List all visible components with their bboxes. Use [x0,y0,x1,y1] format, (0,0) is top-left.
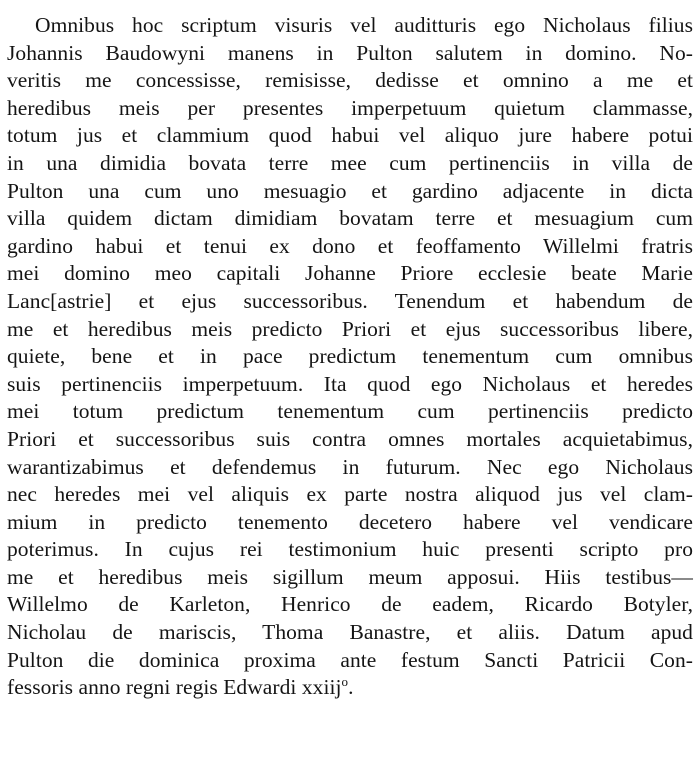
text-line-25 [7,674,693,702]
text-line-9: gardino habui et tenui ex dono et feoffamento Willelmi fratris [7,233,693,258]
text-line-4: heredibus meis per presentes imperpetuum quietum clammasse, [7,95,693,120]
text-line-16: Priori et successoribus suis contra omnes mortales acquietabimus, [7,426,693,451]
text-line-15: mei totum predictum tenementum cum pertinenciis predicto [7,399,693,424]
text-line-22: Willelmo de Karleton, Henrico de eadem, Ricardo Botyler, [7,592,693,617]
text-line-8: villa quidem dictam dimidiam bovatam terre et mesuagium cum [7,206,693,231]
text-line-18: nec heredes mei vel aliquis ex parte nostra aliquod jus vel clam- [7,482,693,507]
text-line-21: me et heredibus meis sigillum meum apposui. Hiis testibus— [7,564,693,589]
text-line-20: poterimus. In cujus rei testimonium huic presenti scripto pro [7,537,693,562]
text-line-14: suis pertinenciis imperpetuum. Ita quod ego Nicholaus et heredes [7,371,693,396]
text-line-24: Pulton die dominica proxima ante festum Sancti Patricii Con- [7,647,693,672]
text-line-10: mei domino meo capitali Johanne Priore ecclesie beate Marie [7,261,693,286]
text-line-11: Lanc[astrie] et ejus successoribus. Tenendum et habendum de [7,288,693,313]
text-line-3: veritis me concessisse, remisisse, dedisse et omnino a me et [7,68,693,93]
text-line-17: warantizabimus et defendemus in futurum. Nec ego Nicholaus [7,454,693,479]
text-line-25-body: fessoris anno regni regis Edwardi xxiij [7,675,342,700]
text-line-1: Omnibus hoc scriptum visuris vel auditturis ego Nicholaus filius [35,13,693,37]
text-line-6: in una dimidia bovata terre mee cum pertinenciis in villa de [7,150,693,175]
text-line-23: Nicholau de mariscis, Thoma Banastre, et aliis. Datum apud [7,620,693,645]
charter-text [7,12,693,702]
text-line-5: totum jus et clammium quod habui vel aliquo jure habere potui [7,123,693,148]
text-line-7: Pulton una cum uno mesuagio et gardino adjacente in dicta [7,178,693,203]
final-period: . [348,675,354,700]
text-line-19: mium in predicto tenemento decetero habere vel vendicare [7,509,693,534]
text-line-13: quiete, bene et in pace predictum tenementum cum omnibus [7,344,693,369]
text-line-2: Johannis Baudowyni manens in Pulton salutem in domino. No- [7,40,693,65]
ordinal-superscript: o [341,674,349,690]
text-line-12: me et heredibus meis predicto Priori et ejus successoribus libere, [7,316,693,341]
